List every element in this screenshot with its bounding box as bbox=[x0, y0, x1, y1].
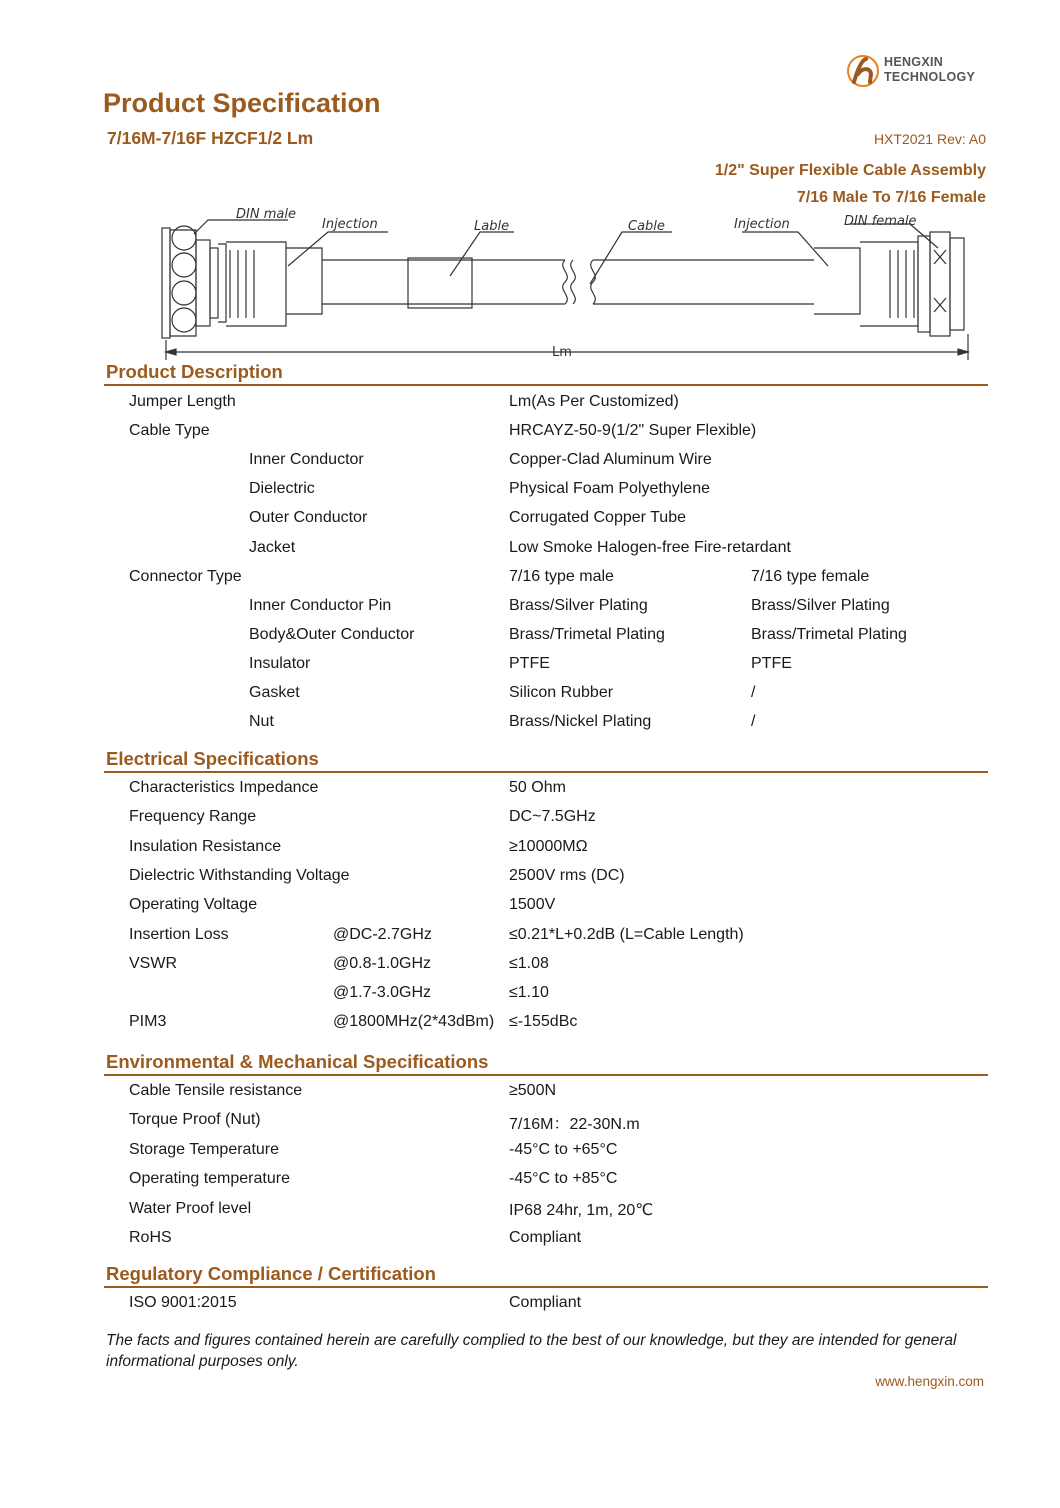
spec-value: Brass/Silver Plating bbox=[509, 596, 648, 614]
section-environmental: Environmental & Mechanical Specifications bbox=[104, 1052, 988, 1076]
spec-row bbox=[0, 708, 1060, 737]
spec-value: Lm(As Per Customized) bbox=[509, 393, 679, 410]
spec-condition: @0.8-1.0GHz bbox=[333, 954, 432, 972]
spec-value: Compliant bbox=[509, 1229, 582, 1246]
section-electrical: Electrical Specifications bbox=[104, 749, 988, 773]
spec-sublabel: Outer Conductor bbox=[249, 509, 368, 527]
spec-label: Frequency Range bbox=[129, 808, 257, 826]
spec-value-female: Brass/Trimetal Plating bbox=[751, 625, 907, 643]
spec-row bbox=[0, 1195, 1060, 1224]
spec-value-female: / bbox=[751, 684, 756, 701]
spec-sublabel: Gasket bbox=[249, 684, 300, 701]
spec-row bbox=[0, 475, 1060, 504]
spec-row bbox=[0, 921, 1060, 950]
label-lable: Lable bbox=[474, 219, 510, 234]
spec-row bbox=[0, 534, 1060, 563]
spec-value-female: PTFE bbox=[751, 654, 792, 672]
model-number: 7/16M-7/16F HZCF1/2 Lm bbox=[107, 128, 314, 148]
product-subtitle: 1/2" Super Flexible Cable Assembly bbox=[714, 162, 986, 179]
spec-value: ≥10000MΩ bbox=[509, 837, 588, 855]
spec-value: 7/16 type male bbox=[509, 567, 614, 585]
spec-value: HRCAYZ-50-9(1/2" Super Flexible) bbox=[509, 422, 757, 440]
spec-label: Insulation Resistance bbox=[129, 837, 282, 855]
spec-row bbox=[0, 979, 1060, 1008]
spec-label: VSWR bbox=[129, 954, 177, 972]
spec-row bbox=[0, 417, 1060, 446]
spec-value: ≤1.10 bbox=[509, 984, 549, 1002]
spec-value: ≤-155dBc bbox=[509, 1013, 578, 1031]
spec-row bbox=[0, 679, 1060, 708]
spec-label: RoHS bbox=[129, 1229, 172, 1246]
spec-value: Physical Foam Polyethylene bbox=[509, 480, 710, 498]
spec-row bbox=[0, 774, 1060, 803]
spec-row bbox=[0, 1077, 1060, 1106]
cable-assembly-drawing bbox=[150, 200, 980, 360]
spec-sublabel: Nut bbox=[249, 713, 274, 731]
spec-value: -45°C to +85°C bbox=[509, 1170, 618, 1188]
spec-value: Low Smoke Halogen-free Fire-retardant bbox=[509, 538, 791, 556]
spec-value: 7/16M：22-30N.m bbox=[509, 1116, 640, 1134]
brand-line1: HENGXIN bbox=[884, 55, 944, 69]
label-injection-left: Injection bbox=[322, 217, 378, 232]
label-injection-right: Injection bbox=[734, 217, 790, 232]
label-din-male: DIN male bbox=[236, 207, 296, 222]
spec-sublabel: Inner Conductor Pin bbox=[249, 596, 392, 614]
spec-row bbox=[0, 1289, 1060, 1318]
section-regulatory: Regulatory Compliance / Certification bbox=[104, 1264, 988, 1288]
spec-label: Cable Tensile resistance bbox=[129, 1082, 303, 1099]
spec-label: Torque Proof (Nut) bbox=[129, 1111, 261, 1129]
spec-row bbox=[0, 1136, 1060, 1165]
spec-condition: @1.7-3.0GHz bbox=[333, 984, 432, 1002]
spec-value: IP68 24hr, 1m, 20℃ bbox=[509, 1201, 654, 1219]
spec-value: 1500V bbox=[509, 896, 556, 914]
spec-row bbox=[0, 891, 1060, 920]
spec-condition: @1800MHz(2*43dBm) bbox=[333, 1013, 495, 1031]
spec-label: Water Proof level bbox=[129, 1199, 252, 1217]
spec-label: Operating Voltage bbox=[129, 896, 258, 914]
label-din-female: DIN female bbox=[844, 214, 917, 229]
spec-label: Connector Type bbox=[129, 567, 242, 585]
spec-label: Characteristics Impedance bbox=[129, 779, 319, 796]
spec-label: Insertion Loss bbox=[129, 925, 229, 943]
company-logo bbox=[846, 54, 986, 86]
spec-value: Brass/Nickel Plating bbox=[509, 713, 652, 731]
spec-row bbox=[0, 650, 1060, 679]
spec-label: PIM3 bbox=[129, 1013, 167, 1031]
spec-value-female: Brass/Silver Plating bbox=[751, 596, 890, 614]
spec-row bbox=[0, 1106, 1060, 1135]
spec-value: ≤0.21*L+0.2dB (L=Cable Length) bbox=[509, 925, 744, 943]
page-title: Product Specification bbox=[103, 88, 381, 118]
spec-value: 50 Ohm bbox=[509, 779, 566, 796]
spec-value: ≥500N bbox=[509, 1082, 557, 1099]
spec-sublabel: Body&Outer Conductor bbox=[249, 625, 415, 643]
spec-label: ISO 9001:2015 bbox=[129, 1294, 237, 1311]
spec-value: 2500V rms (DC) bbox=[509, 866, 625, 884]
spec-label: Operating temperature bbox=[129, 1170, 290, 1188]
spec-row bbox=[0, 388, 1060, 417]
spec-sublabel: Inner Conductor bbox=[249, 451, 364, 469]
hengxin-logo-icon bbox=[846, 54, 880, 88]
website-link[interactable]: www.hengxin.com bbox=[875, 1374, 984, 1389]
spec-row bbox=[0, 950, 1060, 979]
spec-row bbox=[0, 833, 1060, 862]
spec-value: ≤1.08 bbox=[509, 954, 549, 972]
spec-value-female: 7/16 type female bbox=[751, 567, 870, 585]
spec-label: Storage Temperature bbox=[129, 1140, 280, 1158]
spec-row bbox=[0, 862, 1060, 891]
spec-value-female: / bbox=[751, 713, 756, 731]
spec-row bbox=[0, 621, 1060, 650]
brand-line2: TECHNOLOGY bbox=[884, 70, 976, 84]
spec-row bbox=[0, 592, 1060, 621]
spec-value: Compliant bbox=[509, 1294, 582, 1311]
spec-label: Dielectric Withstanding Voltage bbox=[129, 866, 350, 884]
spec-row bbox=[0, 504, 1060, 533]
spec-row bbox=[0, 1008, 1060, 1037]
spec-value: Silicon Rubber bbox=[509, 684, 614, 701]
revision: HXT2021 Rev: A0 bbox=[873, 131, 986, 147]
product-connector-subtitle: 7/16 Male To 7/16 Female bbox=[796, 189, 986, 206]
spec-condition: @DC-2.7GHz bbox=[333, 925, 432, 943]
spec-row bbox=[0, 563, 1060, 592]
spec-label: Jumper Length bbox=[129, 393, 236, 410]
section-product-description: Product Description bbox=[104, 362, 988, 386]
label-length: Lm bbox=[552, 345, 572, 360]
spec-sublabel: Dielectric bbox=[249, 480, 315, 498]
spec-value: Brass/Trimetal Plating bbox=[509, 625, 665, 643]
spec-sublabel: Jacket bbox=[249, 538, 296, 556]
spec-value: Copper-Clad Aluminum Wire bbox=[509, 451, 712, 469]
spec-value: PTFE bbox=[509, 654, 550, 672]
spec-row bbox=[0, 1165, 1060, 1194]
disclaimer: The facts and figures contained herein are carefully complied to the best of our knowledge, but they are intended for general informational purposes only. bbox=[106, 1332, 957, 1370]
spec-value: DC~7.5GHz bbox=[509, 808, 596, 826]
spec-row bbox=[0, 446, 1060, 475]
spec-value: -45°C to +65°C bbox=[509, 1140, 618, 1158]
spec-row bbox=[0, 1224, 1060, 1253]
label-cable: Cable bbox=[628, 219, 665, 234]
spec-value: Corrugated Copper Tube bbox=[509, 509, 686, 527]
spec-sublabel: Insulator bbox=[249, 654, 311, 672]
spec-row bbox=[0, 803, 1060, 832]
spec-label: Cable Type bbox=[129, 422, 210, 440]
